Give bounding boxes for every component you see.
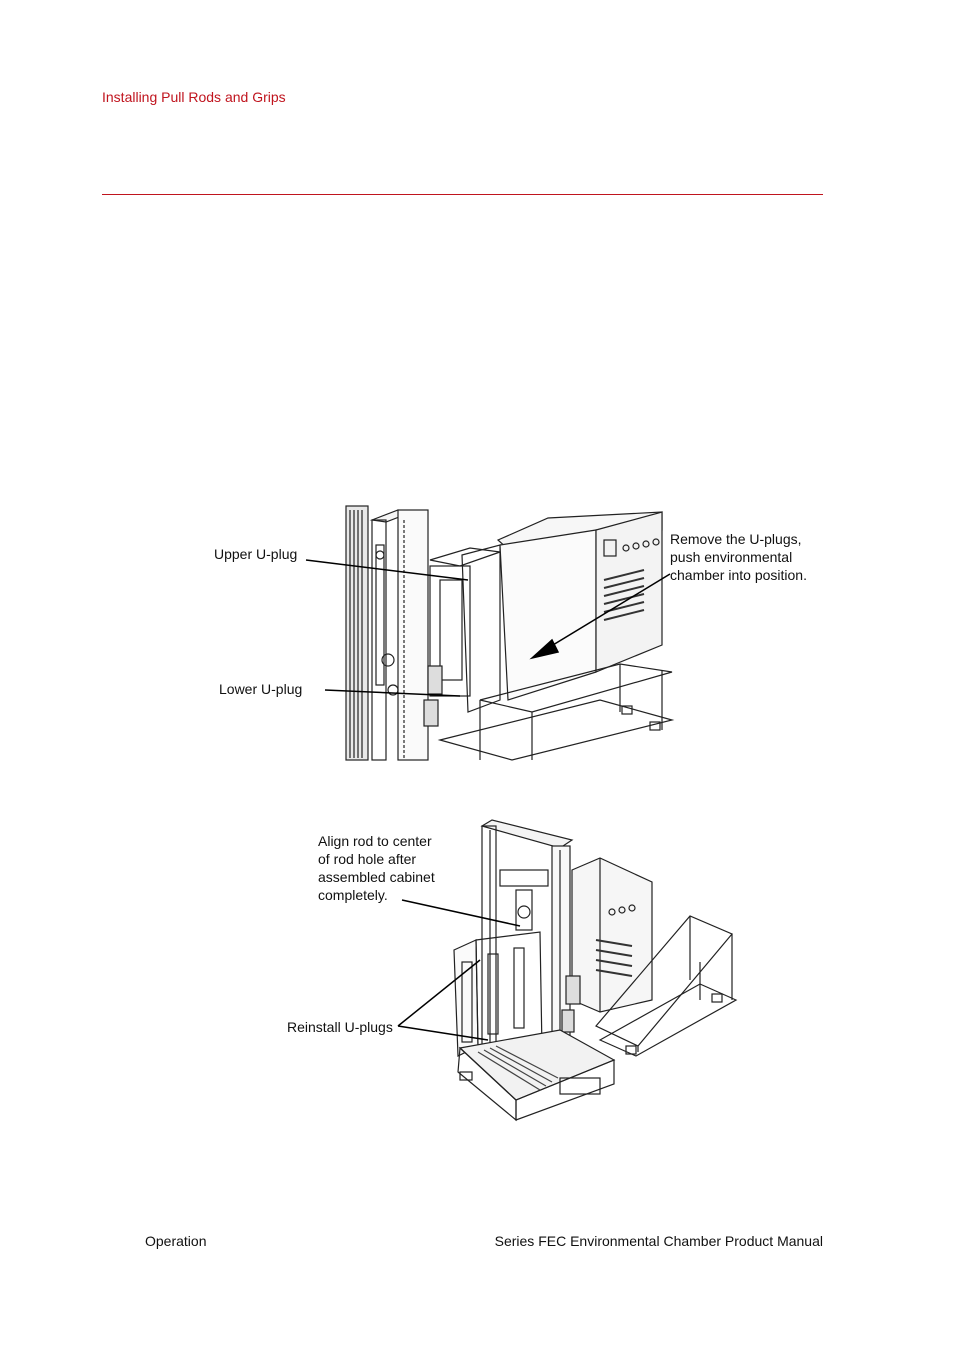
footer-manual-title: Series FEC Environmental Chamber Product Manual [494, 1233, 823, 1249]
callout-lower-uplug: Lower U-plug [219, 681, 303, 697]
footer-section-name: Operation [145, 1233, 207, 1249]
callout-remove-line-1: Remove the U-plugs, [670, 531, 802, 547]
callout-remove-line-3: chamber into position. [670, 567, 807, 583]
callout-align-line-2: of rod hole after [318, 851, 417, 867]
page-header-title: Installing Pull Rods and Grips [102, 89, 286, 105]
callout-align-line-1: Align rod to center [318, 833, 432, 849]
callout-align-line-3: assembled cabinet [318, 869, 435, 885]
figure-2-drawing [454, 820, 736, 1120]
callout-reinstall-uplugs: Reinstall U-plugs [287, 1019, 393, 1035]
callout-align-line-4: completely. [318, 887, 388, 903]
callout-align-rod [318, 832, 435, 904]
callout-remove-line-2: push environmental [670, 549, 793, 565]
callout-upper-uplug: Upper U-plug [214, 546, 298, 562]
